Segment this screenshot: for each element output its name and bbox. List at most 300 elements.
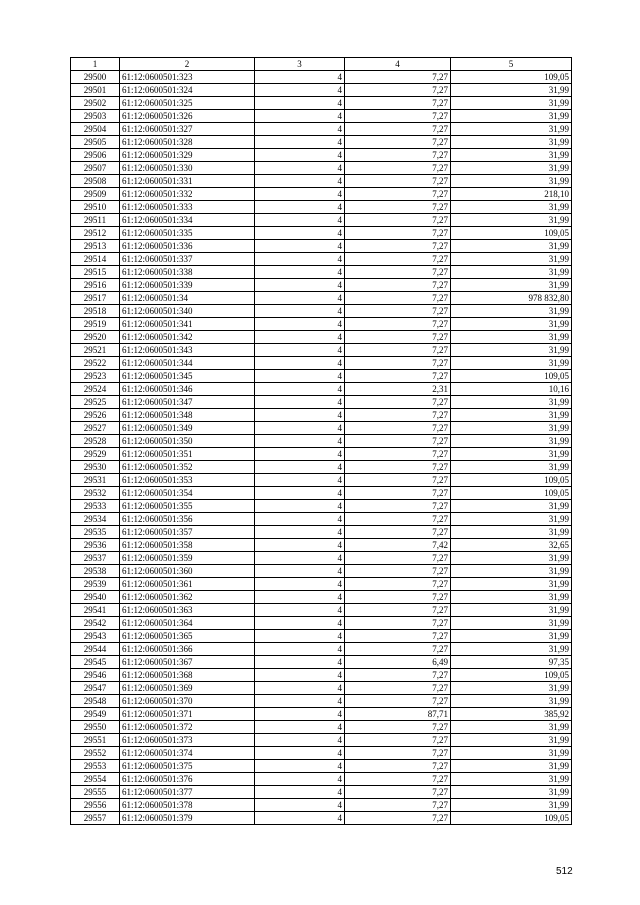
table-row <box>71 383 572 396</box>
cadastral-number-cell: 61:12:0600501:359 <box>120 552 255 565</box>
cadastral-number-cell: 61:12:0600501:369 <box>120 682 255 695</box>
column-5-cell: 31,99 <box>451 201 572 214</box>
row-number-cell: 29532 <box>71 487 120 500</box>
column-4-cell: 7,27 <box>345 201 451 214</box>
cadastral-number-cell: 61:12:0600501:354 <box>120 487 255 500</box>
column-5-cell: 109,05 <box>451 227 572 240</box>
row-number-cell: 29515 <box>71 266 120 279</box>
column-4-cell: 7,27 <box>345 773 451 786</box>
cadastral-number-cell: 61:12:0600501:334 <box>120 214 255 227</box>
table-row <box>71 721 572 734</box>
row-number-cell: 29557 <box>71 812 120 825</box>
column-4-cell: 7,27 <box>345 422 451 435</box>
table-row <box>71 123 572 136</box>
cadastral-number-cell: 61:12:0600501:373 <box>120 734 255 747</box>
table-row <box>71 682 572 695</box>
row-number-cell: 29551 <box>71 734 120 747</box>
table-row <box>71 786 572 799</box>
column-3-cell: 4 <box>255 812 345 825</box>
cadastral-number-cell: 61:12:0600501:363 <box>120 604 255 617</box>
column-5-cell: 31,99 <box>451 578 572 591</box>
column-4-cell: 7,27 <box>345 435 451 448</box>
column-4-cell: 7,27 <box>345 695 451 708</box>
column-5-cell: 109,05 <box>451 812 572 825</box>
row-number-cell: 29537 <box>71 552 120 565</box>
row-number-cell: 29528 <box>71 435 120 448</box>
column-4-cell: 7,27 <box>345 266 451 279</box>
column-4-cell: 7,27 <box>345 513 451 526</box>
row-number-cell: 29524 <box>71 383 120 396</box>
row-number-cell: 29555 <box>71 786 120 799</box>
cadastral-number-cell: 61:12:0600501:343 <box>120 344 255 357</box>
row-number-cell: 29533 <box>71 500 120 513</box>
cadastral-number-cell: 61:12:0600501:356 <box>120 513 255 526</box>
column-3-cell: 4 <box>255 500 345 513</box>
column-4-cell: 7,27 <box>345 318 451 331</box>
cadastral-number-cell: 61:12:0600501:327 <box>120 123 255 136</box>
column-3-cell: 4 <box>255 344 345 357</box>
column-4-cell: 7,27 <box>345 461 451 474</box>
column-3-cell: 4 <box>255 123 345 136</box>
column-header-1: 1 <box>71 58 120 71</box>
column-5-cell: 31,99 <box>451 786 572 799</box>
table-row <box>71 747 572 760</box>
row-number-cell: 29526 <box>71 409 120 422</box>
column-4-cell: 7,27 <box>345 175 451 188</box>
table-row <box>71 656 572 669</box>
table-row <box>71 695 572 708</box>
cadastral-number-cell: 61:12:0600501:331 <box>120 175 255 188</box>
row-number-cell: 29545 <box>71 656 120 669</box>
cadastral-number-cell: 61:12:0600501:333 <box>120 201 255 214</box>
cadastral-number-cell: 61:12:0600501:336 <box>120 240 255 253</box>
cadastral-number-cell: 61:12:0600501:332 <box>120 188 255 201</box>
row-number-cell: 29542 <box>71 617 120 630</box>
table-row <box>71 448 572 461</box>
table-row <box>71 331 572 344</box>
column-4-cell: 7,27 <box>345 253 451 266</box>
page-number: 512 <box>556 866 573 877</box>
row-number-cell: 29511 <box>71 214 120 227</box>
cadastral-number-cell: 61:12:0600501:353 <box>120 474 255 487</box>
column-5-cell: 31,99 <box>451 305 572 318</box>
row-number-cell: 29535 <box>71 526 120 539</box>
column-3-cell: 4 <box>255 71 345 84</box>
table-row <box>71 513 572 526</box>
column-3-cell: 4 <box>255 448 345 461</box>
column-5-cell: 31,99 <box>451 162 572 175</box>
row-number-cell: 29546 <box>71 669 120 682</box>
row-number-cell: 29550 <box>71 721 120 734</box>
column-5-cell: 31,99 <box>451 747 572 760</box>
column-4-cell: 7,27 <box>345 799 451 812</box>
column-5-cell: 31,99 <box>451 253 572 266</box>
column-5-cell: 31,99 <box>451 175 572 188</box>
column-4-cell: 7,27 <box>345 786 451 799</box>
column-3-cell: 4 <box>255 474 345 487</box>
column-5-cell: 109,05 <box>451 370 572 383</box>
column-3-cell: 4 <box>255 331 345 344</box>
cadastral-number-cell: 61:12:0600501:360 <box>120 565 255 578</box>
column-5-cell: 31,99 <box>451 643 572 656</box>
column-4-cell: 7,27 <box>345 71 451 84</box>
column-5-cell: 218,10 <box>451 188 572 201</box>
row-number-cell: 29520 <box>71 331 120 344</box>
table-row <box>71 318 572 331</box>
row-number-cell: 29512 <box>71 227 120 240</box>
row-number-cell: 29553 <box>71 760 120 773</box>
cadastral-number-cell: 61:12:0600501:358 <box>120 539 255 552</box>
row-number-cell: 29534 <box>71 513 120 526</box>
cadastral-number-cell: 61:12:0600501:335 <box>120 227 255 240</box>
column-4-cell: 7,27 <box>345 617 451 630</box>
column-5-cell: 31,99 <box>451 799 572 812</box>
cadastral-number-cell: 61:12:0600501:347 <box>120 396 255 409</box>
row-number-cell: 29540 <box>71 591 120 604</box>
column-4-cell: 7,27 <box>345 97 451 110</box>
row-number-cell: 29517 <box>71 292 120 305</box>
column-3-cell: 4 <box>255 201 345 214</box>
table-row <box>71 253 572 266</box>
column-4-cell: 7,27 <box>345 84 451 97</box>
column-3-cell: 4 <box>255 565 345 578</box>
column-5-cell: 31,99 <box>451 591 572 604</box>
table-row <box>71 734 572 747</box>
table-row <box>71 292 572 305</box>
column-3-cell: 4 <box>255 461 345 474</box>
column-3-cell: 4 <box>255 799 345 812</box>
cadastral-number-cell: 61:12:0600501:377 <box>120 786 255 799</box>
column-5-cell: 31,99 <box>451 136 572 149</box>
column-3-cell: 4 <box>255 97 345 110</box>
column-3-cell: 4 <box>255 253 345 266</box>
column-5-cell: 31,99 <box>451 422 572 435</box>
table-row <box>71 136 572 149</box>
row-number-cell: 29552 <box>71 747 120 760</box>
column-3-cell: 4 <box>255 708 345 721</box>
table-row <box>71 71 572 84</box>
cadastral-number-cell: 61:12:0600501:368 <box>120 669 255 682</box>
column-5-cell: 31,99 <box>451 695 572 708</box>
table-row <box>71 812 572 825</box>
table-row <box>71 305 572 318</box>
column-4-cell: 7,27 <box>345 747 451 760</box>
column-3-cell: 4 <box>255 682 345 695</box>
column-5-cell: 31,99 <box>451 513 572 526</box>
column-5-cell: 31,99 <box>451 682 572 695</box>
column-header-4: 4 <box>345 58 451 71</box>
table-row <box>71 188 572 201</box>
row-number-cell: 29530 <box>71 461 120 474</box>
column-3-cell: 4 <box>255 643 345 656</box>
table-row <box>71 500 572 513</box>
column-3-cell: 4 <box>255 630 345 643</box>
column-3-cell: 4 <box>255 357 345 370</box>
column-5-cell: 31,99 <box>451 214 572 227</box>
column-4-cell: 7,27 <box>345 526 451 539</box>
row-number-cell: 29506 <box>71 149 120 162</box>
column-4-cell: 7,27 <box>345 149 451 162</box>
table-row <box>71 760 572 773</box>
column-5-cell: 385,92 <box>451 708 572 721</box>
column-5-cell: 31,99 <box>451 97 572 110</box>
cadastral-number-cell: 61:12:0600501:370 <box>120 695 255 708</box>
column-5-cell: 31,99 <box>451 344 572 357</box>
column-5-cell: 31,99 <box>451 565 572 578</box>
cadastral-number-cell: 61:12:0600501:357 <box>120 526 255 539</box>
table-row <box>71 435 572 448</box>
column-4-cell: 87,71 <box>345 708 451 721</box>
column-5-cell: 31,99 <box>451 734 572 747</box>
column-5-cell: 31,99 <box>451 500 572 513</box>
column-4-cell: 7,27 <box>345 669 451 682</box>
column-4-cell: 7,27 <box>345 357 451 370</box>
cadastral-number-cell: 61:12:0600501:34 <box>120 292 255 305</box>
column-5-cell: 32,65 <box>451 539 572 552</box>
cadastral-number-cell: 61:12:0600501:325 <box>120 97 255 110</box>
row-number-cell: 29508 <box>71 175 120 188</box>
table-row <box>71 526 572 539</box>
row-number-cell: 29503 <box>71 110 120 123</box>
column-5-cell: 31,99 <box>451 357 572 370</box>
table-row <box>71 669 572 682</box>
cadastral-number-cell: 61:12:0600501:328 <box>120 136 255 149</box>
table-header <box>71 58 572 71</box>
column-3-cell: 4 <box>255 110 345 123</box>
column-5-cell: 31,99 <box>451 526 572 539</box>
column-5-cell: 31,99 <box>451 149 572 162</box>
row-number-cell: 29521 <box>71 344 120 357</box>
cadastral-number-cell: 61:12:0600501:340 <box>120 305 255 318</box>
column-4-cell: 7,27 <box>345 409 451 422</box>
row-number-cell: 29536 <box>71 539 120 552</box>
column-5-cell: 109,05 <box>451 669 572 682</box>
row-number-cell: 29554 <box>71 773 120 786</box>
row-number-cell: 29500 <box>71 71 120 84</box>
row-number-cell: 29525 <box>71 396 120 409</box>
column-4-cell: 7,27 <box>345 448 451 461</box>
table-row <box>71 630 572 643</box>
table-row <box>71 357 572 370</box>
column-3-cell: 4 <box>255 162 345 175</box>
cadastral-number-cell: 61:12:0600501:366 <box>120 643 255 656</box>
column-5-cell: 31,99 <box>451 240 572 253</box>
column-5-cell: 31,99 <box>451 773 572 786</box>
column-3-cell: 4 <box>255 552 345 565</box>
cadastral-number-cell: 61:12:0600501:361 <box>120 578 255 591</box>
row-number-cell: 29531 <box>71 474 120 487</box>
table-row <box>71 227 572 240</box>
column-4-cell: 7,27 <box>345 565 451 578</box>
cadastral-number-cell: 61:12:0600501:324 <box>120 84 255 97</box>
cadastral-number-cell: 61:12:0600501:349 <box>120 422 255 435</box>
table-row <box>71 201 572 214</box>
cadastral-number-cell: 61:12:0600501:346 <box>120 383 255 396</box>
cadastral-number-cell: 61:12:0600501:371 <box>120 708 255 721</box>
cadastral-number-cell: 61:12:0600501:376 <box>120 773 255 786</box>
column-3-cell: 4 <box>255 747 345 760</box>
column-3-cell: 4 <box>255 84 345 97</box>
data-table <box>70 57 572 825</box>
column-3-cell: 4 <box>255 721 345 734</box>
cadastral-number-cell: 61:12:0600501:341 <box>120 318 255 331</box>
column-4-cell: 7,27 <box>345 123 451 136</box>
column-4-cell: 7,42 <box>345 539 451 552</box>
row-number-cell: 29543 <box>71 630 120 643</box>
table-row <box>71 643 572 656</box>
row-number-cell: 29523 <box>71 370 120 383</box>
table-row <box>71 279 572 292</box>
column-4-cell: 7,27 <box>345 500 451 513</box>
table-body <box>71 71 572 825</box>
row-number-cell: 29514 <box>71 253 120 266</box>
table-row <box>71 396 572 409</box>
row-number-cell: 29548 <box>71 695 120 708</box>
column-5-cell: 31,99 <box>451 461 572 474</box>
column-4-cell: 7,27 <box>345 279 451 292</box>
column-3-cell: 4 <box>255 526 345 539</box>
column-4-cell: 7,27 <box>345 370 451 383</box>
cadastral-number-cell: 61:12:0600501:338 <box>120 266 255 279</box>
row-number-cell: 29544 <box>71 643 120 656</box>
table-row <box>71 578 572 591</box>
table-row <box>71 97 572 110</box>
table-row <box>71 487 572 500</box>
column-5-cell: 31,99 <box>451 123 572 136</box>
cadastral-number-cell: 61:12:0600501:330 <box>120 162 255 175</box>
cadastral-number-cell: 61:12:0600501:362 <box>120 591 255 604</box>
column-5-cell: 31,99 <box>451 448 572 461</box>
cadastral-number-cell: 61:12:0600501:351 <box>120 448 255 461</box>
column-5-cell: 31,99 <box>451 552 572 565</box>
cadastral-number-cell: 61:12:0600501:374 <box>120 747 255 760</box>
column-3-cell: 4 <box>255 136 345 149</box>
column-5-cell: 97,35 <box>451 656 572 669</box>
column-5-cell: 31,99 <box>451 617 572 630</box>
column-3-cell: 4 <box>255 786 345 799</box>
column-3-cell: 4 <box>255 591 345 604</box>
column-4-cell: 7,27 <box>345 591 451 604</box>
column-4-cell: 7,27 <box>345 305 451 318</box>
column-3-cell: 4 <box>255 695 345 708</box>
column-3-cell: 4 <box>255 760 345 773</box>
column-4-cell: 7,27 <box>345 474 451 487</box>
table-row <box>71 240 572 253</box>
table-row <box>71 617 572 630</box>
cadastral-number-cell: 61:12:0600501:365 <box>120 630 255 643</box>
column-3-cell: 4 <box>255 227 345 240</box>
column-4-cell: 7,27 <box>345 162 451 175</box>
column-3-cell: 4 <box>255 617 345 630</box>
column-5-cell: 31,99 <box>451 409 572 422</box>
column-4-cell: 7,27 <box>345 188 451 201</box>
column-3-cell: 4 <box>255 656 345 669</box>
column-4-cell: 6,49 <box>345 656 451 669</box>
column-3-cell: 4 <box>255 773 345 786</box>
column-4-cell: 7,27 <box>345 214 451 227</box>
column-3-cell: 4 <box>255 214 345 227</box>
row-number-cell: 29504 <box>71 123 120 136</box>
column-4-cell: 7,27 <box>345 643 451 656</box>
table-row <box>71 110 572 123</box>
table-row <box>71 604 572 617</box>
column-3-cell: 4 <box>255 188 345 201</box>
column-4-cell: 7,27 <box>345 604 451 617</box>
table-row <box>71 565 572 578</box>
row-number-cell: 29513 <box>71 240 120 253</box>
column-4-cell: 7,27 <box>345 734 451 747</box>
column-3-cell: 4 <box>255 396 345 409</box>
column-4-cell: 7,27 <box>345 630 451 643</box>
row-number-cell: 29505 <box>71 136 120 149</box>
cadastral-number-cell: 61:12:0600501:367 <box>120 656 255 669</box>
cadastral-number-cell: 61:12:0600501:337 <box>120 253 255 266</box>
table-row <box>71 773 572 786</box>
row-number-cell: 29507 <box>71 162 120 175</box>
column-3-cell: 4 <box>255 279 345 292</box>
cadastral-number-cell: 61:12:0600501:345 <box>120 370 255 383</box>
cadastral-number-cell: 61:12:0600501:378 <box>120 799 255 812</box>
column-4-cell: 7,27 <box>345 578 451 591</box>
column-5-cell: 31,99 <box>451 279 572 292</box>
column-3-cell: 4 <box>255 240 345 253</box>
table-row <box>71 422 572 435</box>
cadastral-number-cell: 61:12:0600501:375 <box>120 760 255 773</box>
column-header-2: 2 <box>120 58 255 71</box>
column-5-cell: 31,99 <box>451 435 572 448</box>
column-3-cell: 4 <box>255 383 345 396</box>
column-4-cell: 7,27 <box>345 110 451 123</box>
column-3-cell: 4 <box>255 149 345 162</box>
column-4-cell: 7,27 <box>345 812 451 825</box>
column-5-cell: 31,99 <box>451 110 572 123</box>
column-4-cell: 7,27 <box>345 331 451 344</box>
column-4-cell: 7,27 <box>345 344 451 357</box>
row-number-cell: 29556 <box>71 799 120 812</box>
column-3-cell: 4 <box>255 539 345 552</box>
table-row <box>71 175 572 188</box>
column-3-cell: 4 <box>255 513 345 526</box>
row-number-cell: 29538 <box>71 565 120 578</box>
cadastral-number-cell: 61:12:0600501:372 <box>120 721 255 734</box>
table-row <box>71 539 572 552</box>
table-row <box>71 591 572 604</box>
column-5-cell: 10,16 <box>451 383 572 396</box>
column-5-cell: 978 832,80 <box>451 292 572 305</box>
column-4-cell: 7,27 <box>345 136 451 149</box>
row-number-cell: 29527 <box>71 422 120 435</box>
row-number-cell: 29516 <box>71 279 120 292</box>
column-header-5: 5 <box>451 58 572 71</box>
table-row <box>71 266 572 279</box>
cadastral-number-cell: 61:12:0600501:326 <box>120 110 255 123</box>
column-5-cell: 31,99 <box>451 721 572 734</box>
row-number-cell: 29522 <box>71 357 120 370</box>
column-3-cell: 4 <box>255 487 345 500</box>
cadastral-number-cell: 61:12:0600501:329 <box>120 149 255 162</box>
row-number-cell: 29502 <box>71 97 120 110</box>
table-row <box>71 214 572 227</box>
cadastral-number-cell: 61:12:0600501:342 <box>120 331 255 344</box>
table-row <box>71 461 572 474</box>
column-5-cell: 31,99 <box>451 604 572 617</box>
column-header-3: 3 <box>255 58 345 71</box>
column-5-cell: 31,99 <box>451 760 572 773</box>
cadastral-number-cell: 61:12:0600501:323 <box>120 71 255 84</box>
cadastral-number-cell: 61:12:0600501:344 <box>120 357 255 370</box>
column-5-cell: 31,99 <box>451 331 572 344</box>
column-3-cell: 4 <box>255 409 345 422</box>
